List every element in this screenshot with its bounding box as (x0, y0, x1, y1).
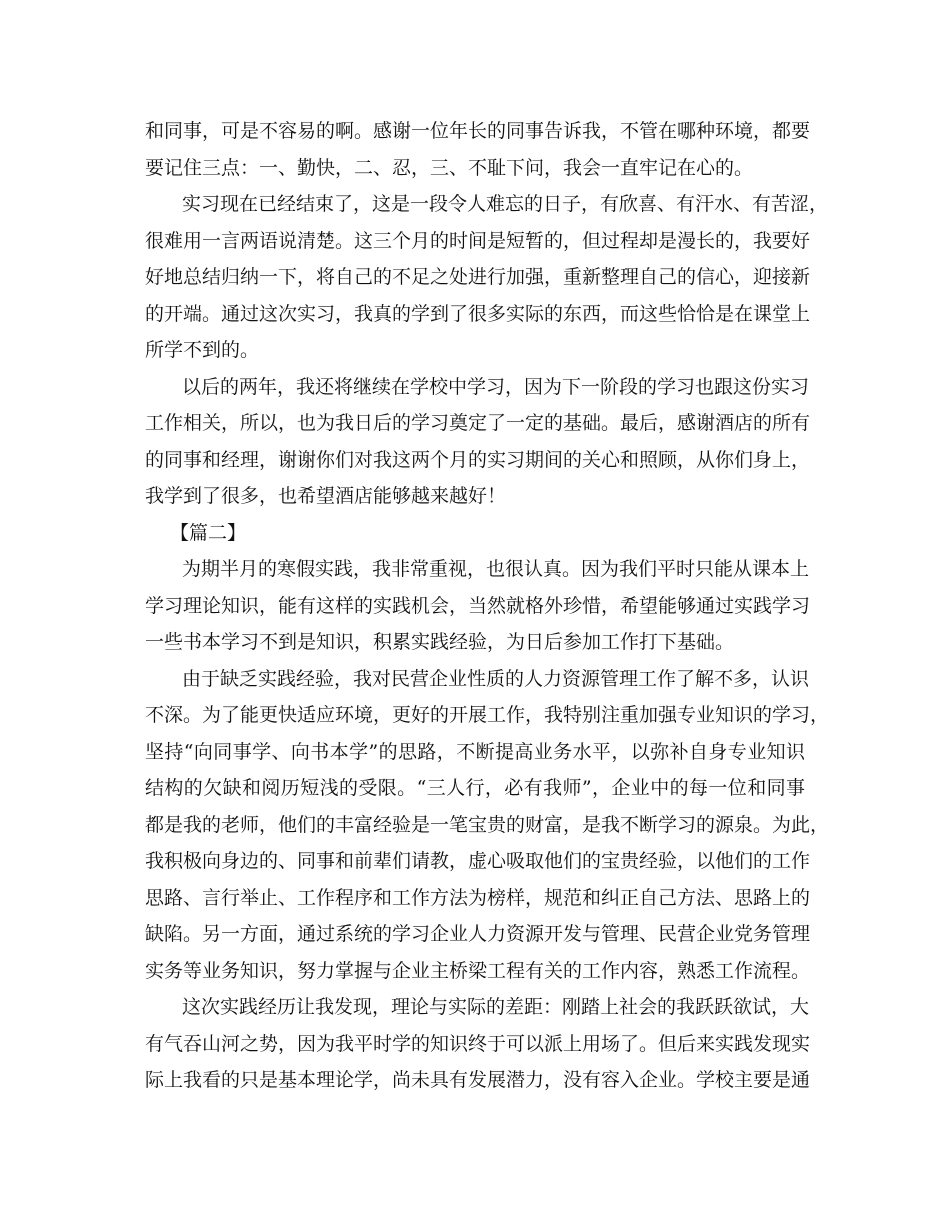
section-heading: 【篇二】 (170, 522, 247, 544)
text-line: 的开端。通过这次实习，我真的学到了很多实际的东西，而这些恰恰是在课堂上 (145, 303, 811, 325)
paragraph-start-line: 这次实践经历让我发现，理论与实际的差距：刚踏上社会的我跃跃欲试，大 (182, 996, 810, 1018)
text-line: 好地总结归纳一下，将自己的不足之处进行加强，重新整理自己的信心，迎接新 (145, 266, 811, 288)
text-line: 所学不到的。 (145, 339, 260, 361)
text-line: 际上我看的只是基本理论学，尚未具有发展潜力，没有容入企业。学校主要是通 (145, 1069, 811, 1091)
text-line: 要记住三点：一、勤快，二、忍，三、不耻下问，我会一直牢记在心的。 (145, 157, 754, 179)
text-line: 结构的欠缺和阅历短浅的受限。“三人行，必有我师”，企业中的每一位和同事 (145, 777, 805, 799)
paragraph-start-line: 为期半月的寒假实践，我非常重视，也很认真。因为我们平时只能从课本上 (182, 558, 810, 580)
paragraph-start-line: 实习现在已经结束了，这是一段令人难忘的日子，有欣喜、有汗水、有苦涩， (182, 193, 829, 215)
text-line: 我学到了很多，也希望酒店能够越来越好！ (145, 485, 507, 507)
text-line: 我积极向身边的、同事和前辈们请教，虚心吸取他们的宝贵经验，以他们的工作 (145, 850, 811, 872)
text-line: 思路、言行举止、工作程序和工作方法为榜样，规范和纠正自己方法、思路上的 (145, 887, 811, 909)
text-line: 的同事和经理，谢谢你们对我这两个月的实习期间的关心和照顾，从你们身上， (145, 449, 811, 471)
text-line: 都是我的老师，他们的丰富经验是一笔宝贵的财富，是我不断学习的源泉。为此， (145, 814, 830, 836)
text-line: 缺陷。另一方面，通过系统的学习企业人力资源开发与管理、民营企业党务管理 (145, 923, 811, 945)
text-line: 有气吞山河之势，因为我平时学的知识终于可以派上用场了。但后来实践发现实 (145, 1033, 811, 1055)
text-line: 不深。为了能更快适应环境，更好的开展工作，我特别注重加强专业知识的学习， (145, 704, 830, 726)
text-line: 实务等业务知识，努力掌握与企业主桥梁工程有关的工作内容，熟悉工作流程。 (145, 960, 811, 982)
paragraph-start-line: 由于缺乏实践经验，我对民营企业性质的人力资源管理工作了解不多，认识 (182, 668, 810, 690)
text-line: 和同事，可是不容易的啊。感谢一位年长的同事告诉我，不管在哪种环境，都要 (145, 120, 811, 142)
text-line: 一些书本学习不到是知识，积累实践经验，为日后参加工作打下基础。 (145, 631, 735, 653)
paragraph-start-line: 以后的两年，我还将继续在学校中学习，因为下一阶段的学习也跟这份实习 (182, 376, 810, 398)
text-line: 很难用一言两语说清楚。这三个月的时间是短暂的，但过程却是漫长的，我要好 (145, 230, 811, 252)
text-line: 坚持“向同事学、向书本学”的思路，不断提高业务水平，以弥补自身专业知识 (145, 741, 805, 763)
text-line: 工作相关，所以，也为我日后的学习奠定了一定的基础。最后，感谢酒店的所有 (145, 412, 811, 434)
text-line: 学习理论知识，能有这样的实践机会，当然就格外珍惜，希望能够通过实践学习 (145, 595, 811, 617)
